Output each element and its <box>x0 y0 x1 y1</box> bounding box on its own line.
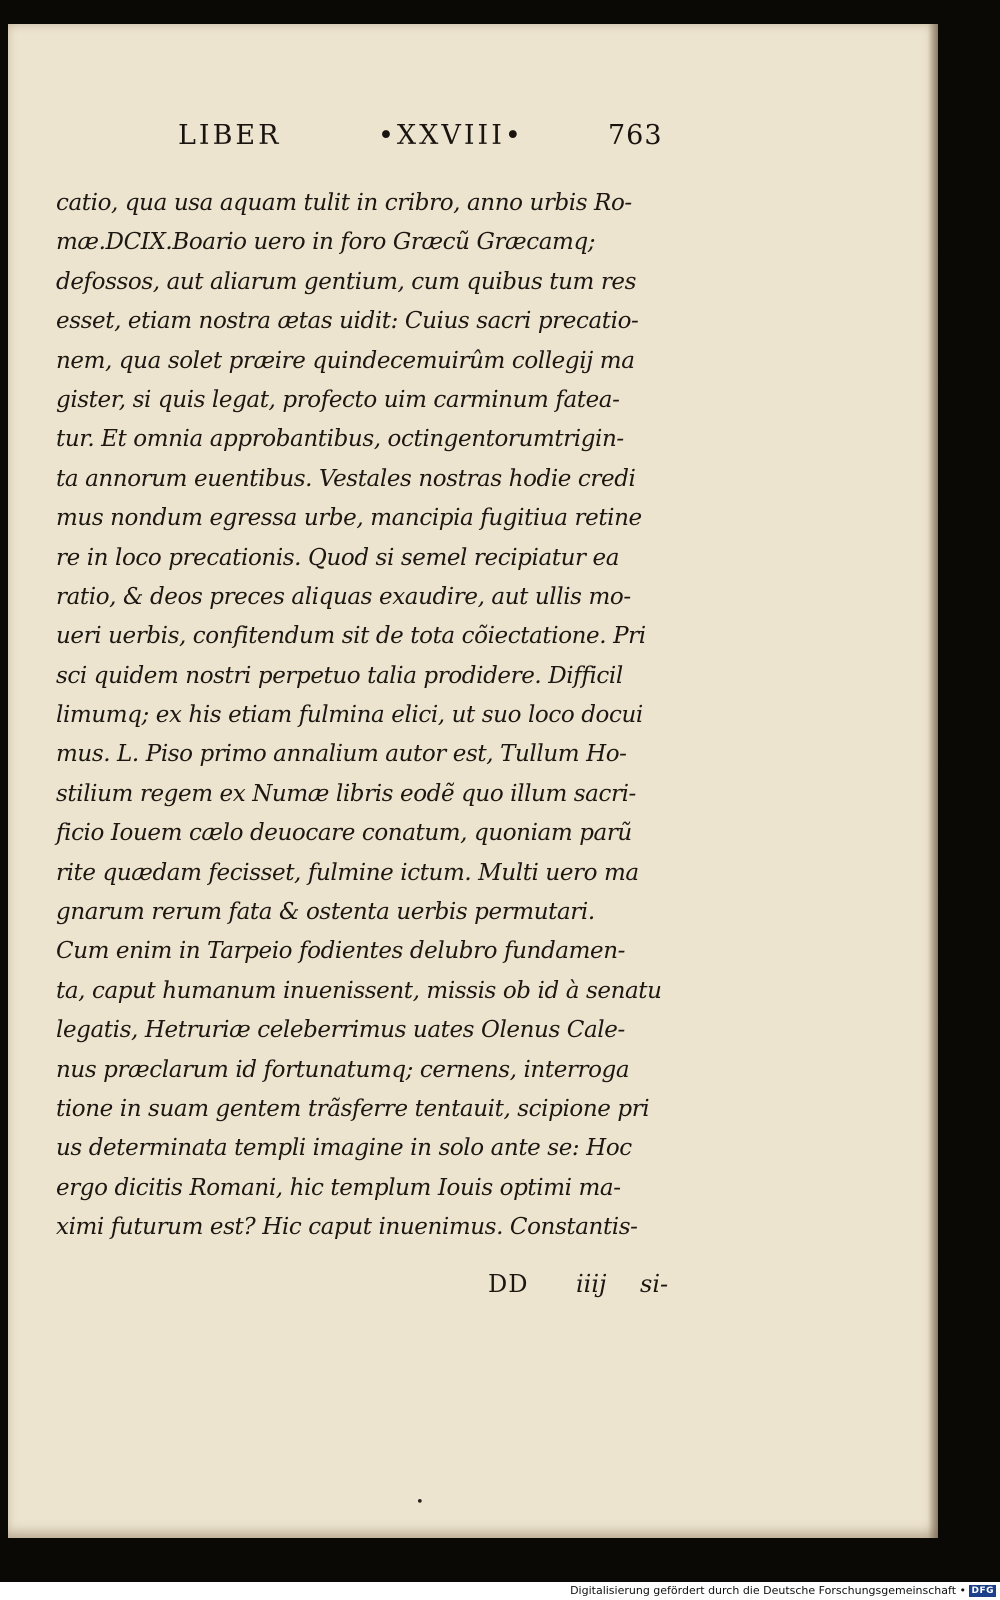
text-line: tione in suam gentem trãsferre tentauit, scipione pri <box>56 1095 650 1122</box>
funding-credit: Digitalisierung gefördert durch die Deutsche Forschungsgemeinschaft • <box>570 1584 966 1597</box>
text-line: Cum enim in Tarpeio fodientes delubro fundamen- <box>56 938 626 965</box>
running-head-title: LIBER <box>178 120 282 151</box>
page-number: 763 <box>608 120 663 151</box>
text-line: ximi futurum est? Hic caput inuenimus. Constantis- <box>56 1214 638 1241</box>
text-line: sci quidem nostri perpetuo talia prodidere. Difficil <box>56 662 623 689</box>
text-line: ta annorum euentibus. Vestales nostras hodie credi <box>56 465 636 492</box>
text-line: limumq; ex his etiam fulmina elici, ut suo loco docui <box>56 702 643 729</box>
text-line: catio, qua usa aquam tulit in cribro, anno urbis Ro- <box>56 190 632 216</box>
catchword: si- <box>640 1270 669 1298</box>
text-line: us determinata templi imagine in solo ante se: Hoc <box>56 1135 632 1162</box>
text-line: nem, qua solet præire quindecemuirûm collegij ma <box>56 347 635 374</box>
text-line: re in loco precationis. Quod si semel recipiatur ea <box>56 544 620 571</box>
body-text <box>56 184 686 1248</box>
text-line: gister, si quis legat, profecto uim carminum fatea- <box>56 386 620 413</box>
text-line: ratio, & deos preces aliquas exaudire, aut ullis mo- <box>56 583 631 610</box>
text-line: gnarum rerum fata & ostenta uerbis permutari. <box>56 899 595 926</box>
text-line: legatis, Hetruriæ celeberrimus uates Olenus Cale- <box>56 1017 625 1044</box>
signature-line <box>488 1270 688 1306</box>
text-line: stilium regem ex Numæ libris eodẽ quo illum sacri- <box>56 780 636 807</box>
running-head-book-number: •XXVIII• <box>378 120 524 151</box>
text-line: mæ.DCIX.Boario uero in foro Græcũ Græcamq; <box>56 229 596 256</box>
text-line: ergo dicitis Romani, hic templum Iouis optimi ma- <box>56 1174 621 1201</box>
page-mark: • <box>416 1495 424 1510</box>
page-edge-shadow <box>928 24 938 1538</box>
dfg-logo: DFG <box>971 1586 994 1596</box>
running-head <box>178 120 678 160</box>
text-line: esset, etiam nostra ætas uidit: Cuius sacri precatio- <box>56 308 639 335</box>
text-line: ta, caput humanum inuenissent, missis ob id à senatu <box>56 977 662 1004</box>
footer-bar <box>0 1582 1000 1600</box>
text-line: tur. Et omnia approbantibus, octingentorumtrigin- <box>56 426 624 453</box>
signature-leaf: iiij <box>576 1270 607 1298</box>
text-line: mus. L. Piso primo annalium autor est, Tullum Ho- <box>56 741 627 768</box>
text-line: ficio Iouem cælo deuocare conatum, quoniam parũ <box>56 820 632 847</box>
book-page <box>8 24 938 1538</box>
text-line: mus nondum egressa urbe, mancipia fugitiua retine <box>56 505 642 532</box>
text-line: nus præclarum id fortunatumq; cernens, interroga <box>56 1056 630 1083</box>
text-line: defossos, aut aliarum gentium, cum quibus tum res <box>56 268 637 295</box>
text-line: ueri uerbis, confitendum sit de tota cõiectatione. Pri <box>56 623 646 650</box>
text-line: rite quædam fecisset, fulmine ictum. Multi uero ma <box>56 859 639 886</box>
signature-mark: DD <box>488 1270 529 1298</box>
